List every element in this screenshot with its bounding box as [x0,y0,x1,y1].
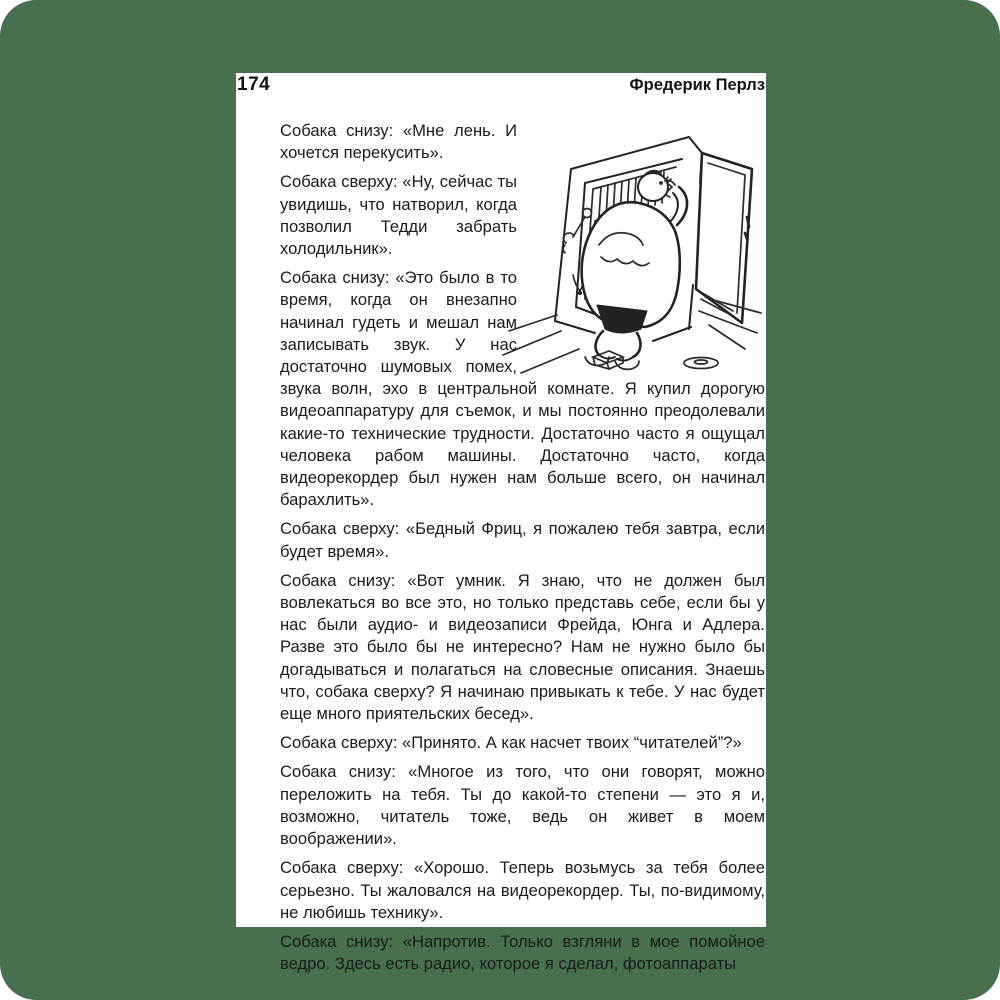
page-body [280,120,765,974]
paragraph: Собака снизу: «Это было в то время, когда он внезапно начинал гудеть и мешал нам записывать звук. У нас достаточно шумовых помех, звука волн, эхо в центральной комнате. Я купил дорогую видеоаппаратуру для съемок, и мы постоянно преодолевали какие-то технические трудности. Достаточно часто я ощущал человека рабом машины. Достаточно часто, когда видеорекордер был нужен нам больше всего, он начинал барахлить». [280,268,765,510]
refrigerator-illustration [527,120,765,376]
running-title: Фредерик Перлз [629,76,765,94]
page-number: 174 [237,74,271,95]
paragraph: Собака сверху: «Хорошо. Теперь возьмусь за тебя более серьезно. Ты жаловался на видеорекордер. Ты, по-видимому, не любишь технику». [280,858,765,922]
paragraph: Собака снизу: «Многое из того, что они говорят, можно переложить на тебя. Ты до какой-то степени — это я и, возможно, читатель тоже, ведь он живет в моем воображении». [280,762,765,849]
page-paper [236,73,766,974]
paragraph: Собака снизу: «Напротив. Только взгляни в мое помойное ведро. Здесь есть радио, которое я сделал, фотоаппараты [280,931,765,974]
paragraph: Собака сверху: «Бедный Фриц, я пожалею тебя завтра, если будет время». [280,519,765,561]
paragraph: Собака снизу: «Мне лень. И хочется перекусить». [280,121,517,163]
paragraph: Собака снизу: «Вот умник. Я знаю, что не должен был вовлекаться во все это, но только представь себе, если бы у нас были аудио- и видеозаписи Фрейда, Юнга и Адлера. Разве это было бы не интересно? Нам не нужно было бы догадываться и полагаться на словесные описания. Знаешь что, собака сверху? Я начинаю привыкать к тебе. У нас будет еще много приятельских бесед». [280,570,765,724]
fridge-sketch-drawing [503,125,763,375]
paragraph: Собака сверху: «Принято. А как насчет твоих “читателей”?» [280,733,742,753]
paragraph: Собака сверху: «Ну, сейчас ты увидишь, что натворил, когда позволил Тедди забрать холодильник». [280,172,517,259]
